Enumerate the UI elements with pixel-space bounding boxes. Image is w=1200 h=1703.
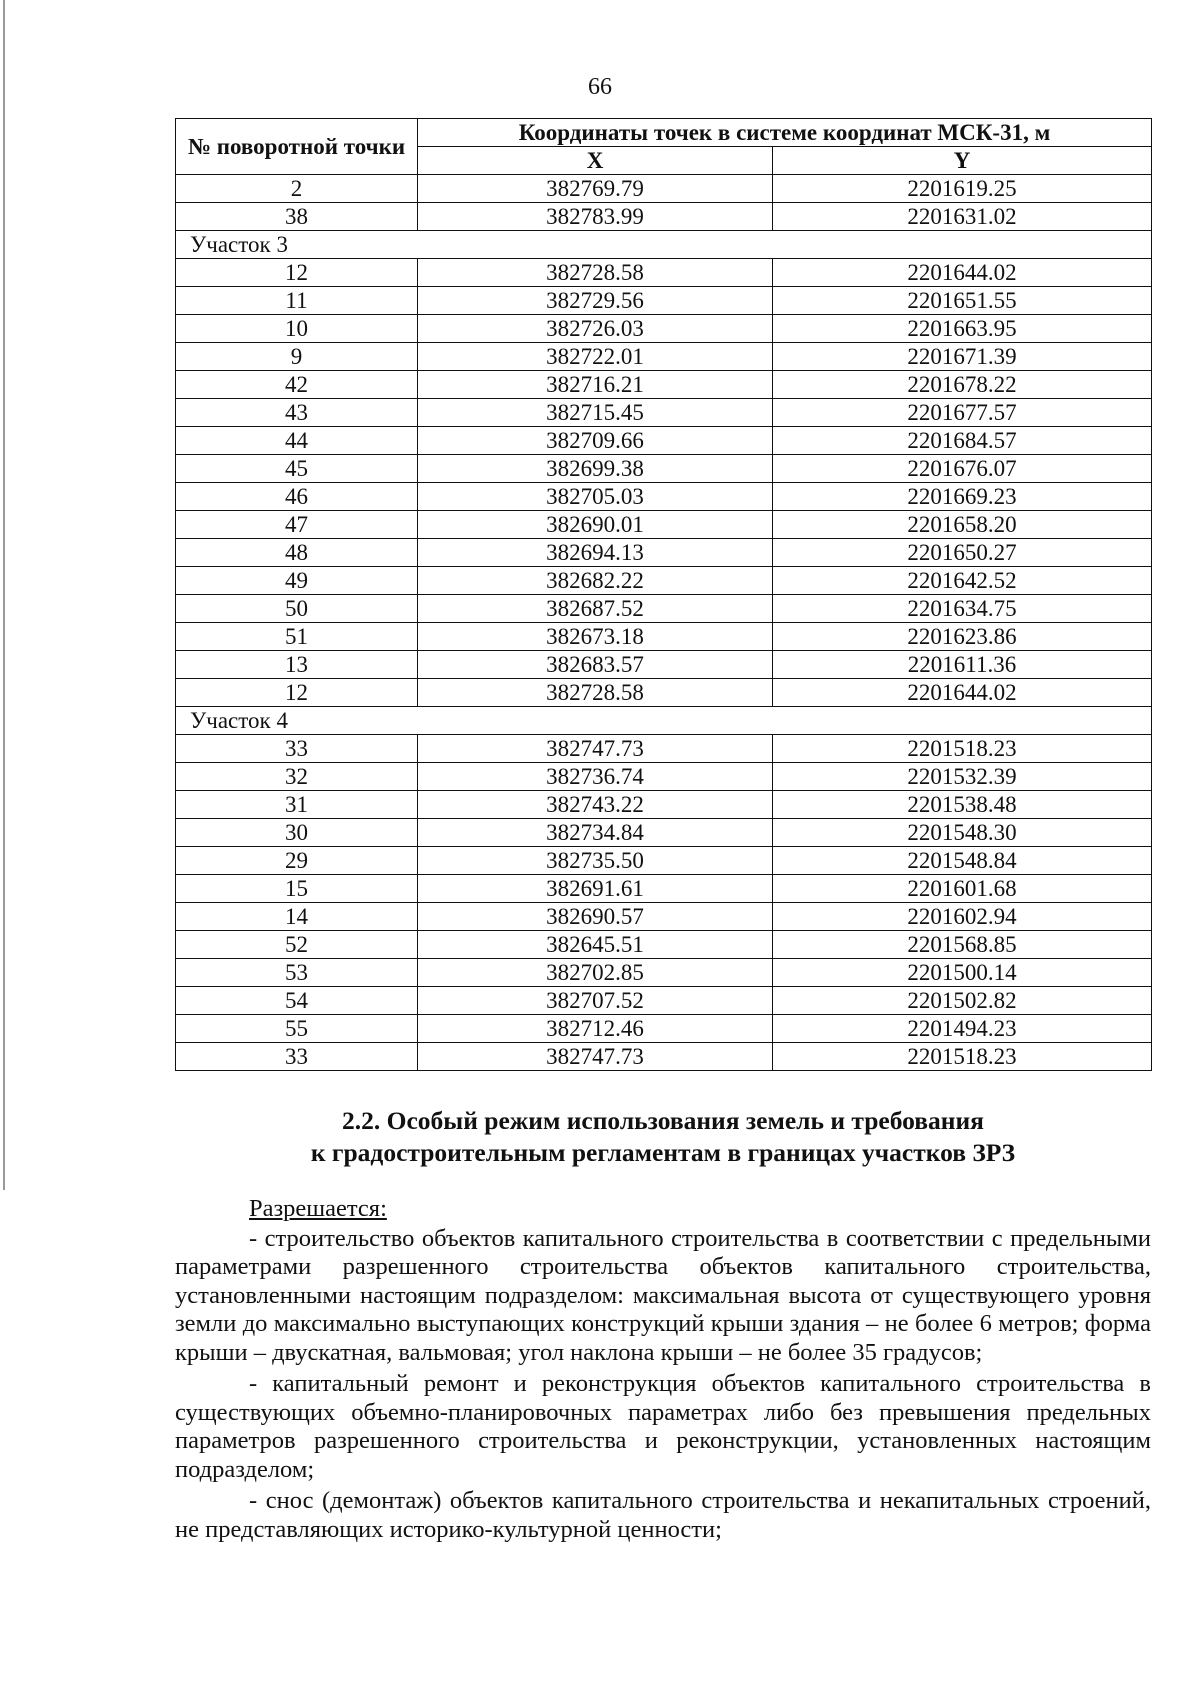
table-row xyxy=(176,511,1152,539)
table-row xyxy=(176,483,1152,511)
point-number-cell: 14 xyxy=(176,903,418,931)
x-coordinate-cell: 382743.22 xyxy=(418,791,773,819)
table-row xyxy=(176,427,1152,455)
point-number-cell: 9 xyxy=(176,343,418,371)
table-row xyxy=(176,623,1152,651)
table-row xyxy=(176,343,1152,371)
point-number-cell: 30 xyxy=(176,819,418,847)
y-coordinate-cell: 2201601.68 xyxy=(773,875,1152,903)
point-number-cell: 55 xyxy=(176,1015,418,1043)
table-row xyxy=(176,175,1152,203)
x-coordinate-cell: 382709.66 xyxy=(418,427,773,455)
x-coordinate-cell: 382687.52 xyxy=(418,595,773,623)
table-row xyxy=(176,959,1152,987)
point-number-cell: 46 xyxy=(176,483,418,511)
x-coordinate-cell: 382728.58 xyxy=(418,679,773,707)
table-body xyxy=(176,175,1152,1071)
x-coordinate-cell: 382707.52 xyxy=(418,987,773,1015)
y-coordinate-cell: 2201631.02 xyxy=(773,203,1152,231)
point-number-cell: 15 xyxy=(176,875,418,903)
point-number-cell: 43 xyxy=(176,399,418,427)
table-row xyxy=(176,903,1152,931)
x-coordinate-cell: 382690.01 xyxy=(418,511,773,539)
table-row xyxy=(176,371,1152,399)
y-coordinate-cell: 2201676.07 xyxy=(773,455,1152,483)
x-coordinate-cell: 382699.38 xyxy=(418,455,773,483)
y-coordinate-cell: 2201611.36 xyxy=(773,651,1152,679)
x-coordinate-cell: 382691.61 xyxy=(418,875,773,903)
x-coordinate-cell: 382712.46 xyxy=(418,1015,773,1043)
y-coordinate-cell: 2201518.23 xyxy=(773,735,1152,763)
table-row xyxy=(176,847,1152,875)
point-number-cell: 33 xyxy=(176,735,418,763)
y-coordinate-cell: 2201677.57 xyxy=(773,399,1152,427)
table-row xyxy=(176,763,1152,791)
y-coordinate-cell: 2201634.75 xyxy=(773,595,1152,623)
y-coordinate-cell: 2201548.84 xyxy=(773,847,1152,875)
point-number-header: № поворотной точки xyxy=(176,119,418,175)
paragraph: - строительство объектов капитального строительства в соответствии с предельными параметрами разрешенного строительства объектов капитального строительства, установленными настоящим подразделом: максимальная высота от существующего уровня земли до максимально выступающих конструкций крыши здания – не более 6 метров; форма крыши – двускатная, вальмовая; угол наклона крыши – не более 35 градусов; xyxy=(175,1224,1151,1366)
point-number-cell: 32 xyxy=(176,763,418,791)
x-coordinate-cell: 382728.58 xyxy=(418,259,773,287)
x-coordinate-cell: 382645.51 xyxy=(418,931,773,959)
x-coordinate-cell: 382702.85 xyxy=(418,959,773,987)
point-number-cell: 38 xyxy=(176,203,418,231)
x-coordinate-cell: 382734.84 xyxy=(418,819,773,847)
y-coordinate-cell: 2201678.22 xyxy=(773,371,1152,399)
coordinates-header: Координаты точек в системе координат МСК-31, м xyxy=(418,119,1152,147)
table-row xyxy=(176,287,1152,315)
y-coordinate-cell: 2201548.30 xyxy=(773,819,1152,847)
point-number-cell: 2 xyxy=(176,175,418,203)
y-coordinate-cell: 2201644.02 xyxy=(773,679,1152,707)
x-coordinate-cell: 382735.50 xyxy=(418,847,773,875)
x-coordinate-cell: 382694.13 xyxy=(418,539,773,567)
y-coordinate-cell: 2201684.57 xyxy=(773,427,1152,455)
table-row xyxy=(176,987,1152,1015)
table-row xyxy=(176,1015,1152,1043)
point-number-cell: 50 xyxy=(176,595,418,623)
paragraph: - снос (демонтаж) объектов капитального строительства и некапитальных строений, не представляющих историко-культурной ценности; xyxy=(175,1487,1151,1543)
x-coordinate-cell: 382722.01 xyxy=(418,343,773,371)
point-number-cell: 31 xyxy=(176,791,418,819)
y-coordinate-cell: 2201651.55 xyxy=(773,287,1152,315)
point-number-cell: 12 xyxy=(176,259,418,287)
table-row xyxy=(176,819,1152,847)
table-row xyxy=(176,399,1152,427)
point-number-cell: 48 xyxy=(176,539,418,567)
y-coordinate-cell: 2201663.95 xyxy=(773,315,1152,343)
y-coordinate-cell: 2201619.25 xyxy=(773,175,1152,203)
point-number-cell: 53 xyxy=(176,959,418,987)
paragraph: - капитальный ремонт и реконструкция объектов капитального строительства в существующих объемно-планировочных параметрах либо без превышения предельных параметров разрешенного строительства и реконструкции, установленных настоящим подразделом; xyxy=(175,1370,1151,1483)
x-coordinate-cell: 382729.56 xyxy=(418,287,773,315)
y-coordinate-cell: 2201671.39 xyxy=(773,343,1152,371)
page-number: 66 xyxy=(588,74,612,100)
x-coordinate-cell: 382716.21 xyxy=(418,371,773,399)
table-row xyxy=(176,931,1152,959)
table-row xyxy=(176,259,1152,287)
table-row xyxy=(176,651,1152,679)
table-row xyxy=(176,791,1152,819)
point-number-cell: 29 xyxy=(176,847,418,875)
y-coordinate-cell: 2201623.86 xyxy=(773,623,1152,651)
scan-edge xyxy=(3,0,5,1190)
point-number-cell: 33 xyxy=(176,1043,418,1071)
x-coordinate-cell: 382683.57 xyxy=(418,651,773,679)
y-coordinate-cell: 2201518.23 xyxy=(773,1043,1152,1071)
section-heading xyxy=(175,1105,1151,1169)
y-coordinate-cell: 2201658.20 xyxy=(773,511,1152,539)
x-coordinate-cell: 382747.73 xyxy=(418,1043,773,1071)
point-number-cell: 44 xyxy=(176,427,418,455)
body-text xyxy=(175,1195,1151,1547)
point-number-cell: 12 xyxy=(176,679,418,707)
table-row xyxy=(176,595,1152,623)
x-coordinate-cell: 382747.73 xyxy=(418,735,773,763)
point-number-cell: 47 xyxy=(176,511,418,539)
table-row xyxy=(176,567,1152,595)
x-coordinate-cell: 382736.74 xyxy=(418,763,773,791)
y-coordinate-cell: 2201642.52 xyxy=(773,567,1152,595)
table-section-row xyxy=(176,707,1152,735)
point-number-cell: 13 xyxy=(176,651,418,679)
y-coordinate-cell: 2201500.14 xyxy=(773,959,1152,987)
point-number-cell: 49 xyxy=(176,567,418,595)
section-label: Участок 4 xyxy=(176,707,1152,735)
y-coordinate-cell: 2201538.48 xyxy=(773,791,1152,819)
y-coordinate-cell: 2201650.27 xyxy=(773,539,1152,567)
point-number-cell: 10 xyxy=(176,315,418,343)
x-coordinate-cell: 382673.18 xyxy=(418,623,773,651)
table-row xyxy=(176,735,1152,763)
point-number-cell: 54 xyxy=(176,987,418,1015)
x-coordinate-cell: 382705.03 xyxy=(418,483,773,511)
point-number-cell: 52 xyxy=(176,931,418,959)
y-coordinate-cell: 2201502.82 xyxy=(773,987,1152,1015)
y-coordinate-cell: 2201644.02 xyxy=(773,259,1152,287)
y-coordinate-cell: 2201532.39 xyxy=(773,763,1152,791)
table-row xyxy=(176,539,1152,567)
table-row xyxy=(176,315,1152,343)
point-number-cell: 42 xyxy=(176,371,418,399)
y-coordinate-cell: 2201669.23 xyxy=(773,483,1152,511)
allowed-label: Разрешается: xyxy=(249,1195,387,1222)
table-row xyxy=(176,875,1152,903)
section-heading-line-2: к градостроительным регламентам в границах участков ЗРЗ xyxy=(310,1138,1016,1167)
table-section-row xyxy=(176,231,1152,259)
x-coordinate-cell: 382783.99 xyxy=(418,203,773,231)
y-coordinate-cell: 2201494.23 xyxy=(773,1015,1152,1043)
section-heading-line-1: 2.2. Особый режим использования земель и требования xyxy=(342,1106,984,1135)
table-row xyxy=(176,455,1152,483)
section-label: Участок 3 xyxy=(176,231,1152,259)
table-row xyxy=(176,679,1152,707)
x-coordinate-cell: 382690.57 xyxy=(418,903,773,931)
point-number-cell: 45 xyxy=(176,455,418,483)
y-header: Y xyxy=(773,147,1152,175)
y-coordinate-cell: 2201568.85 xyxy=(773,931,1152,959)
x-coordinate-cell: 382769.79 xyxy=(418,175,773,203)
point-number-cell: 51 xyxy=(176,623,418,651)
x-coordinate-cell: 382726.03 xyxy=(418,315,773,343)
coordinates-table xyxy=(175,118,1152,1071)
table-row xyxy=(176,203,1152,231)
y-coordinate-cell: 2201602.94 xyxy=(773,903,1152,931)
table-row xyxy=(176,1043,1152,1071)
x-coordinate-cell: 382715.45 xyxy=(418,399,773,427)
x-header: X xyxy=(418,147,773,175)
x-coordinate-cell: 382682.22 xyxy=(418,567,773,595)
point-number-cell: 11 xyxy=(176,287,418,315)
